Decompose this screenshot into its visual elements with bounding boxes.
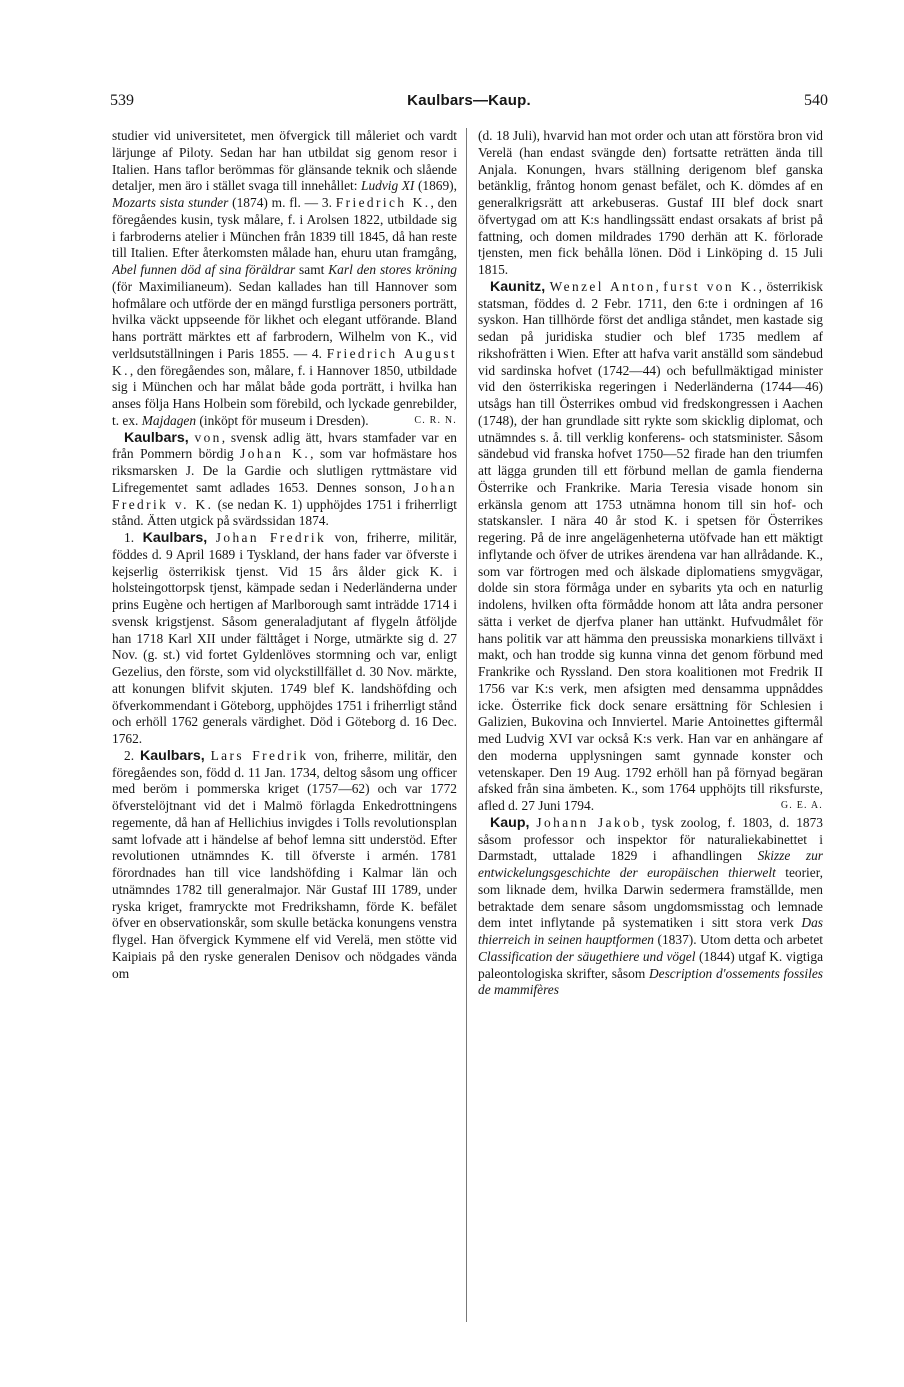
headword: Kaulbars, bbox=[142, 530, 208, 546]
entry-kaunitz: Kaunitz, Wenzel Anton, furst von K., österrikisk statsman, föddes d. 2 Febr. 1711, den 6:te i ordningen af 16 syskon. Han tillhörde först det andliga ståndet, men kastade sig sedan på juridiska studier och blef 1735 medlem af rikshofrätten i Wien. Efter att hafva varit anställd som sändebud vid sardinska hofvet (1742—44) och befullmäktigad minister vid den österrikiska regeringen i Nederländerna (1744—46) utsågs han till Österrikes ombud vid fredskongressen i Aachen (1748), der han grundlade sitt rykte som skicklig diplomat, och utnämndes s. å. till verklig konferens- och statsminister. Såsom sändebud vid franska hofvet 1750—52 firade han den triumfen att lägga grunden till ett förbund mellan de gamla fienderna Österrike och Frankrike. Maria Teresia visade honom sin erkänsla genom att 1753 utnämna honom till sin hof- och statskansler. I nära 40 år stod K. i spetsen för Österrikes regering. På de inre angelägenheterna utöfvade han ett mäktigt inflytande och öfver de utrikes ärendena var han allrådande. K., som var förtrogen med och älskade diplomatiens smygvägar, dolde sin stora förmåga under en sybarits yta och en naturlig indolens, hvilken ofta förmådde honom att låta andra personer sätta i verket de djerfva planer han uttänkt. Hufvudmålet för hans politik var att hämma den preussiska monarkiens tillväxt i makt, och han trodde sig kunna vinna det genom förbund med Frankrike och Ryssland. Den stora koalitionen mot Fredrik II 1756 var K:s verk, men afsigten med densamma uppnåddes icke. Österrike fick dock senare ersättning för Schlesien i Galizien, Bukovina och Innviertel. Marie Antoinettes giftermål med Ludvig XVI var också K:s verk. Han var en anhängare af den moderna upplysningen samt gynnade konster och vetenskaper. Den 19 Aug. 1792 erhöll han på förnyad begäran afsked från sina ämbeten. K., som 1764 upphöjts till riksfurste, afled d. 27 Juni 1794. G. E. A. bbox=[478, 278, 823, 813]
author-signature: C. R. N. bbox=[414, 414, 457, 426]
headword: Kaulbars, bbox=[124, 429, 189, 446]
running-title: Kaulbars—Kaup. bbox=[407, 92, 531, 109]
headword: Kaup, bbox=[490, 814, 530, 831]
entry-kaulbars-family: Kaulbars, von, svensk adlig ätt, hvars stamfader var en från Pommern bördig Johan K., som var hofmästare hos riksmarsken J. De la Gardie och slutligen ryttmästare vid Lifregementet samt adlades 1653. Dennes sonson, Johan Fredrik v. K. (se nedan K. 1) upphöjdes 1751 i friherrligt stånd. Ätten utgick på svärdssidan 1874. bbox=[112, 429, 457, 529]
entry-kaulbars-lars-fredrik-continued: (d. 18 Juli), hvarvid han mot order och utan att förstöra bron vid Verelä (han endast svängde den) fortsatte reträtten ända till Anjala. Konungen, hvars ställning derigenom blef ganska betänklig, fråntog honom genast befälet, och K. dömdes af en generalkrigsrätt att arkebuseras. Gustaf III blef dock snart öfvertygad om att K:s handlingssätt endast orsakats af brist på fattning, och domen mildrades 1790 derhän att K. förlorade tjensten, men fick behålla lönen. Död i Linköping d. 15 Juli 1815. bbox=[478, 128, 823, 277]
page-number-left: 539 bbox=[110, 92, 134, 109]
headword: Kaunitz, bbox=[490, 278, 546, 295]
headword: Kaulbars, bbox=[140, 747, 205, 764]
entry-kaulbars-lars-fredrik: 2. Kaulbars, Lars Fredrik von, friherre, militär, den föregåendes son, född d. 11 Jan. 1734, deltog såsom ung officer med beröm i pommerska kriget (1757—62) och var 1772 öfverstelöjtnant vid det i Malmö förlagda Enkedrottningens regemente, då han af Hellichius invigdes i Tolls revolutionsplan samt lofvade att i händelse af behof lemna sitt understöd. Efter revolutionen utnämndes K. till öfverste i armén. 1781 förordnades han till vice landshöfding i Kalmar län och utnämndes 1782 till generalmajor. När Gustaf III 1789, under ryska kriget, framryckte mot Fredrikshamn, förde K. befälet öfver en observationskår, som skulle betäcka konungens venstra flygel. Han öfvergick Kymmene elf vid Verelä, men stötte vid Kaipiais på den ryske generalen Denisov och nödgades vända om bbox=[112, 747, 457, 981]
page-number-right: 540 bbox=[804, 92, 828, 109]
entry-kaup: Kaup, Johann Jakob, tysk zoolog, f. 1803, d. 1873 såsom professor och inspektor för naturaliekabinettet i Darmstadt, uttalade 1829 i afhandlingen Skizze zur entwickelungsgeschichte der europäischen thierwelt teorier, som liknade dem, hvilka Darwin sedermera framställde, men betraktade dem senare såsom ungdomsmisstag och lemnade dem intet inflytande på systematiken i sitt stora verk Das thierreich in seinen hauptformen (1837). Utom detta och arbetet Classification der säugethiere und vögel (1844) utgaf K. vigtiga paleontologiska skrifter, såsom Description d'ossements fossiles de mammifères bbox=[478, 814, 823, 998]
author-signature: G. E. A. bbox=[780, 800, 823, 811]
page-header bbox=[110, 92, 828, 116]
column-divider bbox=[466, 128, 467, 1322]
right-column bbox=[478, 128, 823, 1328]
entry-kaulbach-continued: studier vid universitetet, men öfvergick till måleriet och vardt lärjunge af Piloty. Sedan har han utbildat sig genom resor i Italien. Hans taflor berömmas för glänsande teknik och slående detaljer, men äro i stället svaga till innehållet: Ludvig XI (1869), Mozarts sista stunder (1874) m. fl. — 3. Friedrich K., den föregåendes kusin, tysk målare, f. i Arolsen 1822, utbildade sig i farbroderns atelier i München från 1839 till 1845, då han reste till Italien. Efter återkomsten målade han, ehuru utan framgång, Abel funnen död af sina föräldrar samt Karl den stores kröning (för Maximilianeum). Sedan kallades han till Hannover som hofmålare och utförde der en mängd furstliga personers porträtt, hvilka väckt uppseende för likhet och elegant utförande. Bland hans porträtt märktes ett af farbrodern, Wilhelm von K., vid verldsutställningen i Paris 1855. — 4. Friedrich August K., den föregåendes son, målare, f. i Hannover 1850, utbildade sig i München och har målat både goda porträtt, i hvilka han anses följa Hans Holbein som förebild, och lyckade genrebilder, t. ex. Majdagen (inköpt för museum i Dresden). C. R. N. bbox=[112, 128, 457, 428]
entry-kaulbars-johan-fredrik: 1. Kaulbars, Johan Fredrik von, friherre, militär, föddes d. 9 April 1689 i Tyskland, der hans fader var öfverste i kejserlig österrikisk tjenst. Vid 15 års ålder gick K. i holsteingottorpsk tjenst, kämpade sedan i Nederländerna under prins Eugène och hertigen af Marlborough samt inträdde 1714 i svensk krigstjenst. Såsom generaladjutant af flygeln åtföljde han 1718 Karl XII under fälttåget i Norge, utmärkte sig d. 27 Nov. (g. st.) vid fortet Gyldenlöves stormning och var, enligt Gezelius, den förste, som vid olyckstillfället d. 30 Nov. märkte, att konungen blifvit skjuten. 1749 blef K. landshöfding och öfverkommendant i Göteborg, upphöjdes 1751 i friherrligt stånd och erhöll 1762 generals värdighet. Död i Göteborg d. 16 Dec. 1762. bbox=[112, 530, 457, 746]
left-column bbox=[112, 128, 457, 1328]
